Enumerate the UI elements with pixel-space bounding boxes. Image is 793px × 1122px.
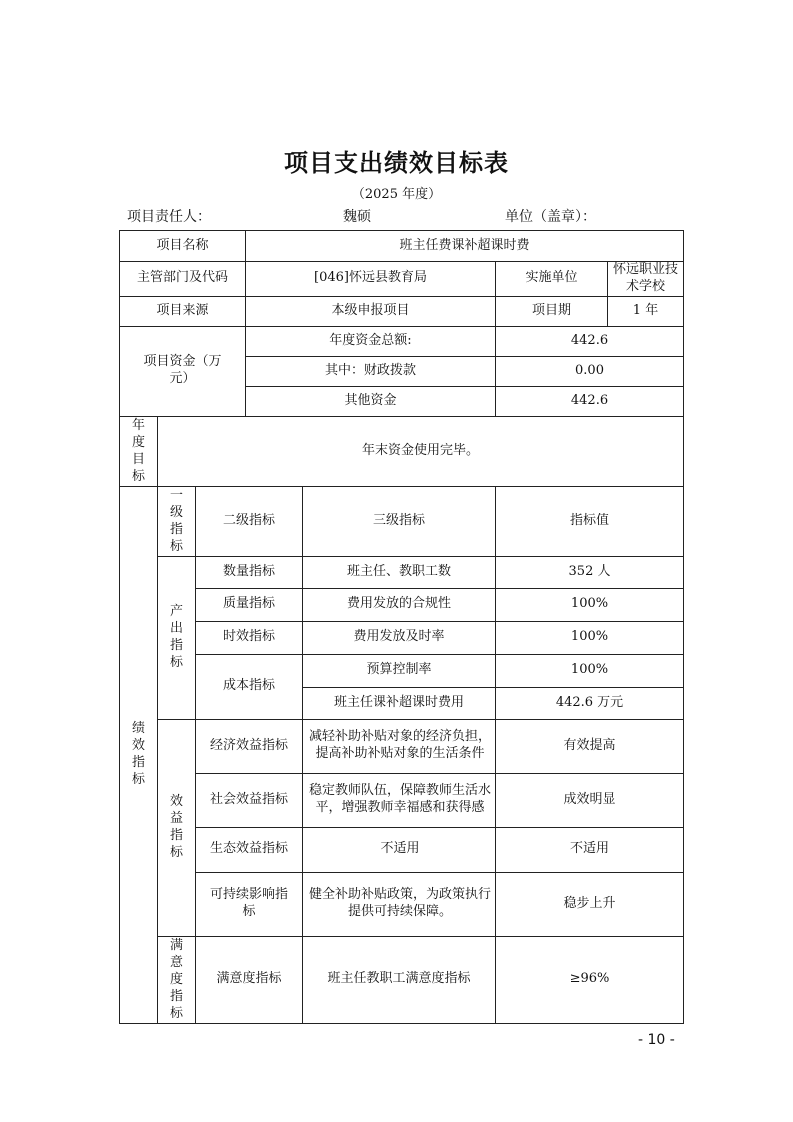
level2-cell: 成本指标 xyxy=(196,654,303,719)
responsible-label: 项目责任人： xyxy=(127,209,211,225)
table-row xyxy=(120,773,684,827)
document-title: 项目支出绩效目标表 xyxy=(284,149,509,177)
benefit-indicators-label: 效益指标 xyxy=(158,719,196,936)
other-funds-label: 其他资金 xyxy=(246,386,496,416)
level2-cell: 时效指标 xyxy=(196,621,303,654)
annual-goal-row xyxy=(120,416,684,486)
project-name-label: 项目名称 xyxy=(120,231,246,262)
indicator-value-cell: 352 人 xyxy=(496,556,684,588)
level2-cell: 生态效益指标 xyxy=(196,827,303,872)
indicator-value-cell: 稳步上升 xyxy=(496,872,684,936)
level3-cell: 健全补助补贴政策，为政策执行提供可持续保障。 xyxy=(303,872,496,936)
implementing-unit-label: 实施单位 xyxy=(496,262,608,297)
level3-cell: 不适用 xyxy=(303,827,496,872)
project-source-row xyxy=(120,296,684,326)
annual-total-label: 年度资金总额: xyxy=(246,326,496,356)
page-number: - 10 - xyxy=(638,1032,675,1048)
level3-cell: 费用发放的合规性 xyxy=(303,588,496,621)
responsible-name: 魏硕 xyxy=(343,209,371,225)
other-funds-value: 442.6 xyxy=(496,386,684,416)
output-indicators-label: 产出指标 xyxy=(158,556,196,719)
indicator-value-cell: ≥96% xyxy=(496,936,684,1023)
project-period-value: 1 年 xyxy=(608,296,684,326)
level3-cell: 减轻补助补贴对象的经济负担，提高补助补贴对象的生活条件 xyxy=(303,719,496,773)
indicator-value-cell: 不适用 xyxy=(496,827,684,872)
annual-total-value: 442.6 xyxy=(496,326,684,356)
level3-cell: 费用发放及时率 xyxy=(303,621,496,654)
table-row xyxy=(120,588,684,621)
project-name-row xyxy=(120,231,684,262)
funds-total-row xyxy=(120,326,684,356)
unit-seal-label: 单位（盖章）： xyxy=(505,209,596,225)
annual-goal-text: 年末资金使用完毕。 xyxy=(158,416,684,486)
table-row xyxy=(120,936,684,1023)
level3-cell: 班主任课补超课时费用 xyxy=(303,687,496,719)
indicator-header-row xyxy=(120,486,684,556)
level3-cell: 班主任教职工满意度指标 xyxy=(303,936,496,1023)
performance-target-table xyxy=(119,230,684,1024)
level2-cell: 可持续影响指标 xyxy=(196,872,303,936)
level2-cell: 数量指标 xyxy=(196,556,303,588)
satisfaction-indicators-label: 满意度指标 xyxy=(158,936,196,1023)
level3-cell: 预算控制率 xyxy=(303,654,496,687)
table-row xyxy=(120,654,684,687)
indicator-value-cell: 442.6 万元 xyxy=(496,687,684,719)
indicator-value-cell: 成效明显 xyxy=(496,773,684,827)
table-row xyxy=(120,556,684,588)
level2-cell: 满意度指标 xyxy=(196,936,303,1023)
indicator-value-header: 指标值 xyxy=(496,486,684,556)
annual-goal-label: 年度目标 xyxy=(120,416,158,486)
indicator-value-cell: 100% xyxy=(496,621,684,654)
level3-cell: 班主任、教职工数 xyxy=(303,556,496,588)
table-row xyxy=(120,872,684,936)
department-value: [046]怀远县教育局 xyxy=(246,262,496,297)
fiscal-allocation-value: 0.00 xyxy=(496,356,684,386)
level2-cell: 社会效益指标 xyxy=(196,773,303,827)
performance-indicators-label: 绩效指标 xyxy=(120,486,158,1023)
level3-header: 三级指标 xyxy=(303,486,496,556)
project-period-label: 项目期 xyxy=(496,296,608,326)
implementing-unit-value: 怀远职业技术学校 xyxy=(608,262,684,297)
project-funds-label: 项目资金（万元） xyxy=(120,326,246,416)
indicator-value-cell: 有效提高 xyxy=(496,719,684,773)
level1-header: 一级指标 xyxy=(158,486,196,556)
level3-cell: 稳定教师队伍，保障教师生活水平，增强教师幸福感和获得感 xyxy=(303,773,496,827)
department-row xyxy=(120,262,684,297)
department-label: 主管部门及代码 xyxy=(120,262,246,297)
project-source-label: 项目来源 xyxy=(120,296,246,326)
indicator-value-cell: 100% xyxy=(496,654,684,687)
table-row xyxy=(120,827,684,872)
project-source-value: 本级申报项目 xyxy=(246,296,496,326)
fiscal-allocation-label: 其中：财政拨款 xyxy=(246,356,496,386)
level2-cell: 质量指标 xyxy=(196,588,303,621)
project-name-value: 班主任费课补超课时费 xyxy=(246,231,684,262)
level2-cell: 经济效益指标 xyxy=(196,719,303,773)
indicator-value-cell: 100% xyxy=(496,588,684,621)
table-row xyxy=(120,621,684,654)
fiscal-year: （2025 年度） xyxy=(351,187,442,202)
level2-header: 二级指标 xyxy=(196,486,303,556)
table-row xyxy=(120,719,684,773)
